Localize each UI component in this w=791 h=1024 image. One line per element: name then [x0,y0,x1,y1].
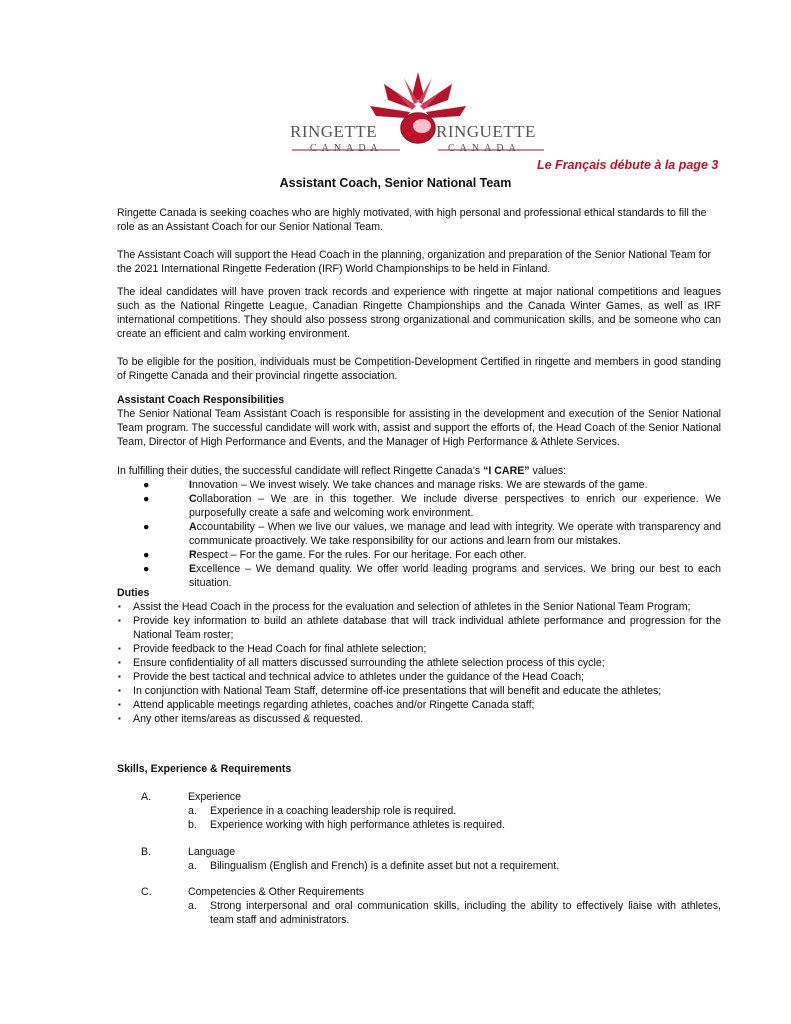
duty-text: Assist the Head Coach in the process for the evaluation and selection of athletes in the Senior National Team Program; [133,601,691,613]
square-bullet-icon: ▪ [118,714,121,723]
square-bullet-icon: ▪ [118,602,121,611]
value-text: espect – For the game. For the rules. For our heritage. For each other. [196,549,527,561]
value-initial: C [189,493,197,505]
requirement-text: Bilingualism (English and French) is a definite asset but not a requirement. [210,860,560,872]
value-text: ccountability – When we live our values, we manage and lead with integrity. We operate with transparency and communicate proactively. We take responsibility for our actions and learn from our mistakes. [189,521,721,547]
square-bullet-icon: ▪ [118,700,121,709]
logo-wordmark-english: RINGETTE [290,122,378,141]
item-marker: a. [188,900,197,912]
section-title: Language [188,846,236,858]
value-text: nnovation – We invest wisely. We take chances and manage risks. We are stewards of the game. [191,479,648,491]
duty-text: Provide the best tactical and technical advice to athletes under the guidance of the Head Coach; [133,671,585,683]
duty-text: In conjunction with National Team Staff, determine off-ice presentations that will benefit and educate the athletes; [133,685,662,697]
requirement-text: Strong interpersonal and oral communication skills, including the ability to effectively liaise with athletes, team staff and administrators. [210,900,721,926]
duties-list [117,600,721,726]
requirement-text: Experience working with high performance athletes is required. [210,819,506,831]
values-intro [117,464,721,478]
square-bullet-icon: ▪ [118,616,121,625]
french-version-note: Le Français débute à la page 3 [537,158,719,172]
section-marker: A. [141,791,152,803]
square-bullet-icon: ▪ [118,672,121,681]
eligibility-paragraph: To be eligible for the position, individuals must be Competition-Development Certified in ringette and members in good standing of Ringette Canada and their provincial ringette association. [117,356,721,382]
list-item [117,520,721,548]
list-item [117,614,721,642]
skills-heading: Skills, Experience & Requirements [117,763,292,775]
duties-heading: Duties [117,587,150,599]
list-item [117,670,721,684]
duty-text: Attend applicable meetings regarding athletes, coaches and/or Ringette Canada staff; [133,699,535,711]
values-acronym: “I CARE” [483,465,530,477]
responsibilities-body: The Senior National Team Assistant Coach is responsible for assisting in the development and execution of the Senior National Team program. The successful candidate will work with, assist and support the efforts of, the Head Coach of the Senior National Team, Director of High Performance and Events, and the Manager of High Performance & Athlete Services. [117,408,721,448]
list-item [117,642,721,656]
duty-text: Any other items/areas as discussed & requested. [133,713,364,725]
values-list [117,478,721,590]
list-item [117,684,721,698]
value-initial: I [189,479,192,491]
item-marker: b. [188,819,197,831]
duty-text: Ensure confidentiality of all matters discussed surrounding the athlete selection process of this cycle; [133,657,605,669]
bullet-icon: ● [143,563,150,575]
section-marker: B. [141,846,152,858]
item-marker: a. [188,860,197,872]
bullet-icon: ● [143,521,150,533]
section-title: Experience [188,791,241,803]
ringette-canada-logo [288,70,548,160]
value-initial: E [189,563,197,575]
responsibilities-heading: Assistant Coach Responsibilities [117,394,285,406]
value-initial: R [189,549,197,561]
list-item [117,492,721,520]
list-item [117,478,721,492]
value-initial: A [189,521,197,533]
value-text: ollaboration – We are in this together. We include diverse perspectives to enrich our experience. We purposefully create a safe and welcoming work environment. [189,493,721,519]
bullet-icon: ● [143,549,150,561]
support-paragraph: The Assistant Coach will support the Head Coach in the planning, organization and preparation of the Senior National Team for the 2021 International Ringette Federation (IRF) World Championships to be held in Finland. [117,249,712,275]
bullet-icon: ● [143,479,150,491]
square-bullet-icon: ▪ [118,658,121,667]
square-bullet-icon: ▪ [118,686,121,695]
square-bullet-icon: ▪ [118,644,121,653]
intro-paragraph: Ringette Canada is seeking coaches who are highly motivated, with high personal and professional ethical standards to fill the role as an Assistant Coach for our Senior National Team. [117,207,707,233]
values-intro-suffix: values: [529,465,567,477]
bullet-icon: ● [143,493,150,505]
value-text: xcellence – We demand quality. We offer world leading programs and services. We bring our best to each situation. [189,563,721,589]
logo-subtitle-english: CANADA [310,143,383,154]
list-item [117,548,721,562]
section-marker: C. [141,886,152,898]
values-intro-text: In fulfilling their duties, the successful candidate will reflect Ringette Canada’s [117,465,484,477]
list-item [117,698,721,712]
duty-text: Provide feedback to the Head Coach for final athlete selection; [133,643,427,655]
requirement-text: Experience in a coaching leadership role is required. [210,805,457,817]
item-marker: a. [188,805,197,817]
list-item [117,600,721,614]
list-item [117,712,721,726]
ideal-candidate-paragraph: The ideal candidates will have proven track records and experience with ringette at major national competitions and leagues such as the National Ringette League, Canadian Ringette Championships and the Canada Winter Games, as well as IRF international competitions. They should also possess strong organizational and communication skills, and be someone who can create an efficient and calm working environment. [117,286,721,340]
logo-subtitle-french: CANADA [448,143,521,154]
duty-text: Provide key information to build an athlete database that will track individual athlete performance and progression for the National Team roster; [133,615,721,641]
logo-wordmark-french: RINGUETTE [436,122,536,141]
list-item [117,656,721,670]
section-title: Competencies & Other Requirements [188,886,365,898]
page-title: Assistant Coach, Senior National Team [279,176,512,190]
